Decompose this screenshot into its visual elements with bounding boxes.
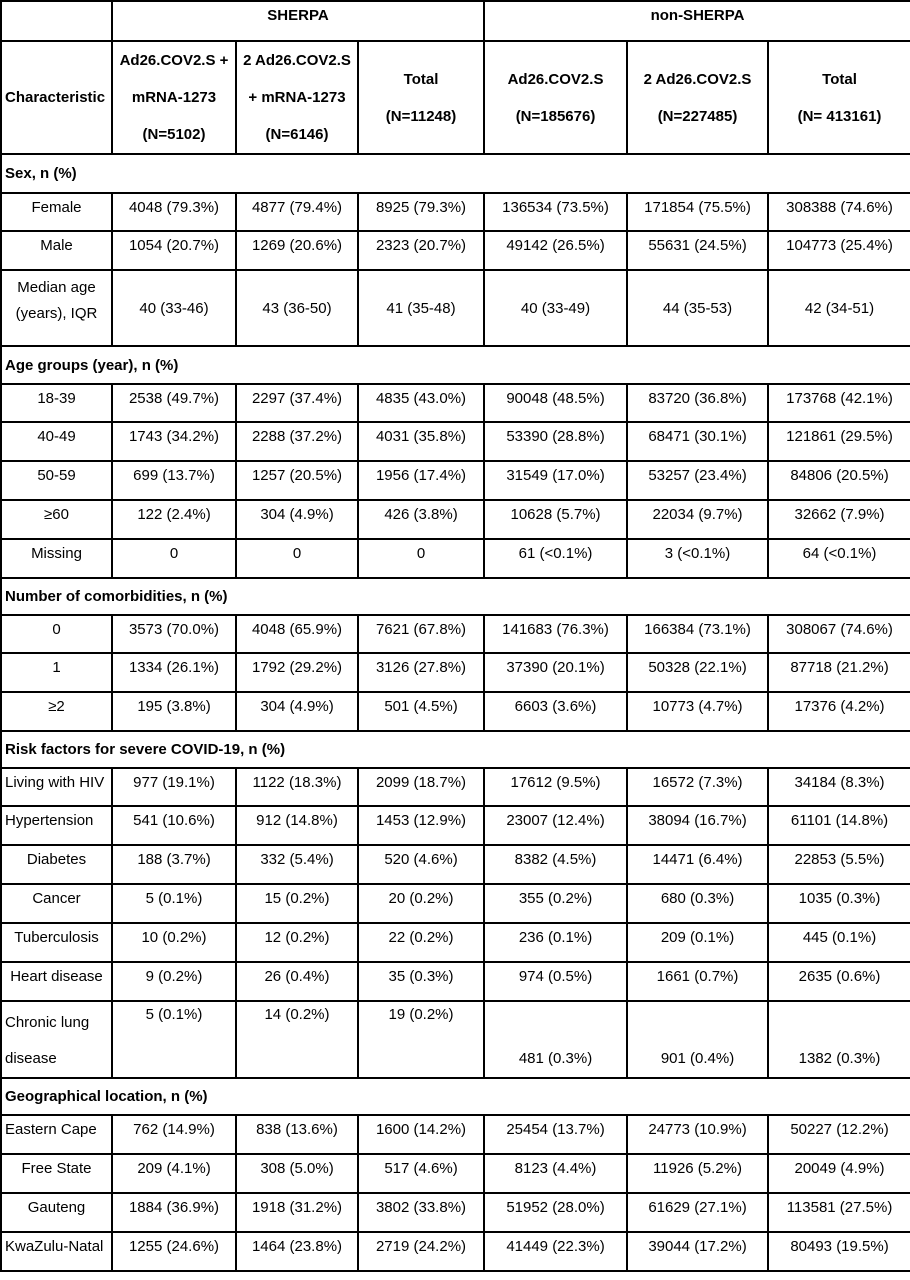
- row-label-median-age-years-iqr: [1, 270, 112, 346]
- table-cell: 41449 (22.3%): [484, 1232, 627, 1271]
- table-cell: 4877 (79.4%): [236, 193, 358, 231]
- table-cell: 304 (4.9%): [236, 500, 358, 539]
- table-cell: 136534 (73.5%): [484, 193, 627, 231]
- row-label-gauteng: [1, 1193, 112, 1232]
- table-row: [1, 845, 910, 884]
- table-cell: 61629 (27.1%): [627, 1193, 768, 1232]
- table-cell: 68471 (30.1%): [627, 422, 768, 461]
- row-label-hypertension: [1, 806, 112, 845]
- table-cell: 308388 (74.6%): [768, 193, 910, 231]
- row-label-1: [1, 653, 112, 692]
- section-header-row: [1, 346, 910, 384]
- table-cell: 14 (0.2%): [236, 1001, 358, 1078]
- table-cell: 104773 (25.4%): [768, 231, 910, 270]
- row-label-line: disease: [5, 1050, 57, 1067]
- section-title: Number of comorbidities, n (%): [1, 578, 910, 615]
- table-cell: 2538 (49.7%): [112, 384, 236, 422]
- table-cell: 10628 (5.7%): [484, 500, 627, 539]
- table-cell: 912 (14.8%): [236, 806, 358, 845]
- table-cell: 166384 (73.1%): [627, 615, 768, 653]
- table-cell: 4048 (79.3%): [112, 193, 236, 231]
- col-header-non-sherpa-total: [768, 41, 910, 154]
- table-row: [1, 270, 910, 346]
- row-label-living-with-hiv: [1, 768, 112, 806]
- table-row: [1, 231, 910, 270]
- row-label-missing: [1, 539, 112, 578]
- table-cell: 1255 (24.6%): [112, 1232, 236, 1271]
- table-row: [1, 1001, 910, 1078]
- table-cell: 517 (4.6%): [358, 1154, 484, 1193]
- table-cell: 90048 (48.5%): [484, 384, 627, 422]
- table-cell: 974 (0.5%): [484, 962, 627, 1001]
- row-label-line: ≥2: [48, 698, 65, 715]
- col-header-line: Ad26.COV2.S: [507, 70, 604, 88]
- section-title: Risk factors for severe COVID-19, n (%): [1, 731, 910, 768]
- table-cell: 0: [358, 539, 484, 578]
- table-cell: 83720 (36.8%): [627, 384, 768, 422]
- row-label-50-59: [1, 461, 112, 500]
- table-cell: 2635 (0.6%): [768, 962, 910, 1001]
- section-header-row: [1, 154, 910, 193]
- table-row: [1, 461, 910, 500]
- table-cell: 1334 (26.1%): [112, 653, 236, 692]
- section-header-row: [1, 578, 910, 615]
- table-cell: 3573 (70.0%): [112, 615, 236, 653]
- row-label-line: Female: [31, 199, 82, 216]
- table-cell: 501 (4.5%): [358, 692, 484, 731]
- table-cell: 22 (0.2%): [358, 923, 484, 962]
- row-label-female: [1, 193, 112, 231]
- table-cell: 22853 (5.5%): [768, 845, 910, 884]
- table-cell: 209 (0.1%): [627, 923, 768, 962]
- table-cell: 38094 (16.7%): [627, 806, 768, 845]
- section-header-row: [1, 731, 910, 768]
- col-header-line: 2 Ad26.COV2.S: [643, 70, 752, 88]
- section-title: Sex, n (%): [1, 154, 910, 193]
- table-cell: 2288 (37.2%): [236, 422, 358, 461]
- table-cell: 838 (13.6%): [236, 1115, 358, 1154]
- table-cell: 5 (0.1%): [112, 884, 236, 923]
- row-label-line: Eastern Cape: [5, 1121, 97, 1138]
- table-cell: 23007 (12.4%): [484, 806, 627, 845]
- table-cell: 61 (<0.1%): [484, 539, 627, 578]
- col-header-sherpa-total: [358, 41, 484, 154]
- table-cell: 8925 (79.3%): [358, 193, 484, 231]
- row-label-tuberculosis: [1, 923, 112, 962]
- row-label-line: ≥60: [44, 506, 69, 523]
- blank-corner-cell: [1, 1, 112, 41]
- table-cell: 2323 (20.7%): [358, 231, 484, 270]
- table-cell: 1661 (0.7%): [627, 962, 768, 1001]
- table-cell: 43 (36-50): [236, 270, 358, 346]
- col-header-line: (N=185676): [515, 107, 596, 125]
- row-label-line: Living with HIV: [5, 774, 105, 791]
- table-cell: 699 (13.7%): [112, 461, 236, 500]
- col-header-line: (N=6146): [265, 126, 329, 143]
- table-cell: 37390 (20.1%): [484, 653, 627, 692]
- characteristic-header: Characteristic: [1, 41, 112, 154]
- table-cell: 64 (<0.1%): [768, 539, 910, 578]
- table-cell: 53257 (23.4%): [627, 461, 768, 500]
- table-row: [1, 1232, 910, 1271]
- table-cell: 122 (2.4%): [112, 500, 236, 539]
- table-cell: 901 (0.4%): [627, 1001, 768, 1078]
- table-cell: 0: [112, 539, 236, 578]
- table-row: [1, 884, 910, 923]
- table-cell: 17376 (4.2%): [768, 692, 910, 731]
- col-header-line: Total: [403, 70, 439, 88]
- table-row: [1, 539, 910, 578]
- table-row: [1, 768, 910, 806]
- table-cell: 2719 (24.2%): [358, 1232, 484, 1271]
- table-cell: 2099 (18.7%): [358, 768, 484, 806]
- row-label-diabetes: [1, 845, 112, 884]
- table-cell: 26 (0.4%): [236, 962, 358, 1001]
- table-cell: 4048 (65.9%): [236, 615, 358, 653]
- table-cell: 1956 (17.4%): [358, 461, 484, 500]
- col-header-line: 2 Ad26.COV2.S: [243, 52, 351, 69]
- table-cell: 762 (14.9%): [112, 1115, 236, 1154]
- row-label-heart-disease: [1, 962, 112, 1001]
- row-label-kwazulu-natal: [1, 1232, 112, 1271]
- table-cell: 1257 (20.5%): [236, 461, 358, 500]
- table-row: [1, 806, 910, 845]
- table-cell: 0: [236, 539, 358, 578]
- row-label-60: [1, 500, 112, 539]
- table-cell: 55631 (24.5%): [627, 231, 768, 270]
- table-cell: 20049 (4.9%): [768, 1154, 910, 1193]
- col-header-line: + mRNA-1273: [248, 89, 346, 106]
- row-label-line: Cancer: [32, 890, 81, 907]
- table-cell: 1884 (36.9%): [112, 1193, 236, 1232]
- row-label-0: [1, 615, 112, 653]
- col-header-sherpa-2ad26-mrna: [236, 41, 358, 154]
- table-cell: 15 (0.2%): [236, 884, 358, 923]
- table-cell: 16572 (7.3%): [627, 768, 768, 806]
- table-cell: 355 (0.2%): [484, 884, 627, 923]
- row-label-line: (years), IQR: [15, 305, 98, 322]
- table-row: [1, 653, 910, 692]
- row-label-male: [1, 231, 112, 270]
- table-cell: 17612 (9.5%): [484, 768, 627, 806]
- table-cell: 40 (33-49): [484, 270, 627, 346]
- table-cell: 22034 (9.7%): [627, 500, 768, 539]
- table-cell: 1743 (34.2%): [112, 422, 236, 461]
- table-cell: 332 (5.4%): [236, 845, 358, 884]
- row-label-line: 40-49: [37, 428, 76, 445]
- table-cell: 3126 (27.8%): [358, 653, 484, 692]
- row-label-line: 1: [52, 659, 61, 676]
- table-cell: 50227 (12.2%): [768, 1115, 910, 1154]
- table-cell: 1269 (20.6%): [236, 231, 358, 270]
- table-cell: 3802 (33.8%): [358, 1193, 484, 1232]
- table-cell: 25454 (13.7%): [484, 1115, 627, 1154]
- table-row: [1, 1193, 910, 1232]
- col-header-line: (N= 413161): [797, 107, 882, 125]
- table-cell: 10 (0.2%): [112, 923, 236, 962]
- table-cell: 14471 (6.4%): [627, 845, 768, 884]
- row-label-line: Median age: [17, 279, 96, 296]
- table-cell: 308067 (74.6%): [768, 615, 910, 653]
- col-header-line: Ad26.COV2.S +: [119, 52, 229, 69]
- table-cell: 61101 (14.8%): [768, 806, 910, 845]
- table-cell: 977 (19.1%): [112, 768, 236, 806]
- table-cell: 541 (10.6%): [112, 806, 236, 845]
- row-label-chronic-lung-disease: [1, 1001, 112, 1078]
- col-header-line: (N=11248): [385, 107, 457, 125]
- col-header-line: Total: [822, 70, 857, 88]
- table-cell: 5 (0.1%): [112, 1001, 236, 1078]
- table-cell: 24773 (10.9%): [627, 1115, 768, 1154]
- table-row: [1, 500, 910, 539]
- column-header-row: [1, 41, 910, 154]
- table-cell: 42 (34-51): [768, 270, 910, 346]
- col-header-line: mRNA-1273: [131, 89, 217, 106]
- table-cell: 7621 (67.8%): [358, 615, 484, 653]
- row-label-40-49: [1, 422, 112, 461]
- row-label-line: 0: [52, 621, 61, 638]
- group-header-row: [1, 1, 910, 41]
- table-cell: 80493 (19.5%): [768, 1232, 910, 1271]
- table-cell: 10773 (4.7%): [627, 692, 768, 731]
- row-label-2: [1, 692, 112, 731]
- table-cell: 41 (35-48): [358, 270, 484, 346]
- table-cell: 35 (0.3%): [358, 962, 484, 1001]
- table-cell: 3 (<0.1%): [627, 539, 768, 578]
- table-cell: 31549 (17.0%): [484, 461, 627, 500]
- table-cell: 2297 (37.4%): [236, 384, 358, 422]
- table-cell: 49142 (26.5%): [484, 231, 627, 270]
- col-header-line: (N=5102): [142, 126, 206, 143]
- row-label-line: KwaZulu-Natal: [5, 1238, 104, 1255]
- table-cell: 1453 (12.9%): [358, 806, 484, 845]
- row-label-line: Heart disease: [10, 968, 103, 985]
- table-cell: 11926 (5.2%): [627, 1154, 768, 1193]
- table-cell: 209 (4.1%): [112, 1154, 236, 1193]
- table-cell: 481 (0.3%): [484, 1001, 627, 1078]
- table-cell: 1464 (23.8%): [236, 1232, 358, 1271]
- table-cell: 1035 (0.3%): [768, 884, 910, 923]
- table-row: [1, 923, 910, 962]
- table-cell: 87718 (21.2%): [768, 653, 910, 692]
- table-cell: 8382 (4.5%): [484, 845, 627, 884]
- col-header-non-sherpa-2ad26: [627, 41, 768, 154]
- table-row: [1, 193, 910, 231]
- table-row: [1, 384, 910, 422]
- table-cell: 8123 (4.4%): [484, 1154, 627, 1193]
- table-row: [1, 615, 910, 653]
- row-label-free-state: [1, 1154, 112, 1193]
- table-cell: 50328 (22.1%): [627, 653, 768, 692]
- table-cell: 188 (3.7%): [112, 845, 236, 884]
- table-cell: 308 (5.0%): [236, 1154, 358, 1193]
- non-sherpa-group-header: non-SHERPA: [484, 1, 910, 41]
- table-cell: 53390 (28.8%): [484, 422, 627, 461]
- col-header-sherpa-ad26-mrna: [112, 41, 236, 154]
- row-label-line: Hypertension: [5, 812, 94, 829]
- row-label-line: 50-59: [37, 467, 76, 484]
- table-cell: 1054 (20.7%): [112, 231, 236, 270]
- table-row: [1, 422, 910, 461]
- row-label-line: Male: [40, 237, 73, 254]
- table-cell: 113581 (27.5%): [768, 1193, 910, 1232]
- row-label-cancer: [1, 884, 112, 923]
- table-cell: 236 (0.1%): [484, 923, 627, 962]
- table-cell: 40 (33-46): [112, 270, 236, 346]
- table-cell: 51952 (28.0%): [484, 1193, 627, 1232]
- table-cell: 520 (4.6%): [358, 845, 484, 884]
- section-title: Age groups (year), n (%): [1, 346, 910, 384]
- col-header-line: (N=227485): [657, 107, 738, 125]
- table-cell: 44 (35-53): [627, 270, 768, 346]
- table-cell: 445 (0.1%): [768, 923, 910, 962]
- table-cell: 20 (0.2%): [358, 884, 484, 923]
- row-label-line: Tuberculosis: [14, 929, 99, 946]
- table-cell: 39044 (17.2%): [627, 1232, 768, 1271]
- table-cell: 680 (0.3%): [627, 884, 768, 923]
- table-row: [1, 962, 910, 1001]
- table-cell: 4835 (43.0%): [358, 384, 484, 422]
- table-cell: 32662 (7.9%): [768, 500, 910, 539]
- table-cell: 12 (0.2%): [236, 923, 358, 962]
- table-cell: 1792 (29.2%): [236, 653, 358, 692]
- table-cell: 6603 (3.6%): [484, 692, 627, 731]
- table-cell: 141683 (76.3%): [484, 615, 627, 653]
- table-cell: 304 (4.9%): [236, 692, 358, 731]
- table-cell: 121861 (29.5%): [768, 422, 910, 461]
- row-label-line: Diabetes: [26, 851, 87, 868]
- table-cell: 1382 (0.3%): [768, 1001, 910, 1078]
- table-cell: 195 (3.8%): [112, 692, 236, 731]
- table-cell: 173768 (42.1%): [768, 384, 910, 422]
- table-cell: 34184 (8.3%): [768, 768, 910, 806]
- table-cell: 1122 (18.3%): [236, 768, 358, 806]
- table-cell: 84806 (20.5%): [768, 461, 910, 500]
- row-label-line: Gauteng: [27, 1199, 86, 1216]
- row-label-line: Missing: [31, 545, 82, 562]
- row-label-line: 18-39: [37, 390, 76, 407]
- table-row: [1, 692, 910, 731]
- table-cell: 426 (3.8%): [358, 500, 484, 539]
- table-cell: 9 (0.2%): [112, 962, 236, 1001]
- table-cell: 1600 (14.2%): [358, 1115, 484, 1154]
- row-label-eastern-cape: [1, 1115, 112, 1154]
- table-cell: 19 (0.2%): [358, 1001, 484, 1078]
- row-label-line: Free State: [21, 1160, 92, 1177]
- section-header-row: [1, 1078, 910, 1115]
- section-title: Geographical location, n (%): [1, 1078, 910, 1115]
- row-label-18-39: [1, 384, 112, 422]
- table-row: [1, 1115, 910, 1154]
- sherpa-group-header: SHERPA: [112, 1, 484, 41]
- row-label-line: Chronic lung: [5, 1014, 90, 1031]
- table-row: [1, 1154, 910, 1193]
- col-header-non-sherpa-ad26: [484, 41, 627, 154]
- table-cell: 1918 (31.2%): [236, 1193, 358, 1232]
- table-cell: 4031 (35.8%): [358, 422, 484, 461]
- table-cell: 171854 (75.5%): [627, 193, 768, 231]
